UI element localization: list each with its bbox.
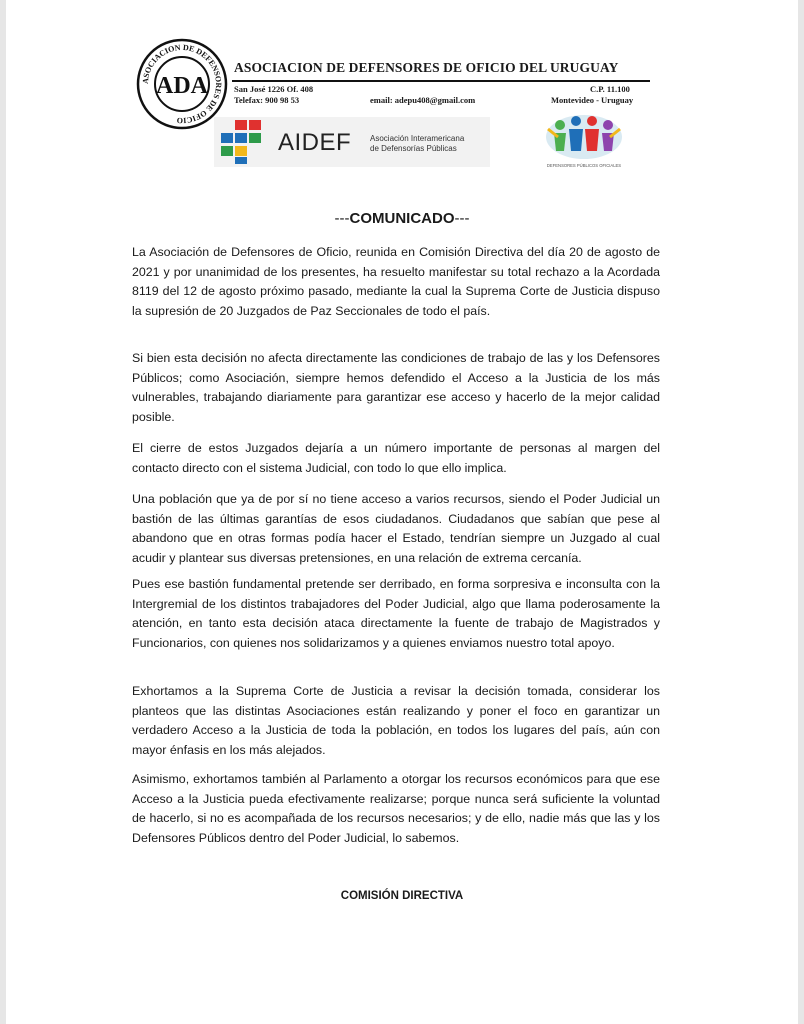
document-title xyxy=(0,210,804,227)
email-line: email: adepu408@gmail.com xyxy=(370,95,476,105)
paragraph-7: Asimismo, exhortamos también al Parlamento a otorgar los recursos económicos para que ese Acceso a la Justicia pueda efectivamente realizarse; porque nunca será suficiente la voluntad de hacerlo, si no es acompañada de los recursos necesarios; y de ello, nadie más que las y los Defensores Públicos dentro del Poder Judicial, lo sabemos. xyxy=(132,772,660,845)
page-frame-right xyxy=(798,0,804,1024)
partner-logo-caption: DEFENSORES PÚBLICOS OFICIALES xyxy=(546,163,622,168)
public-defenders-people-logo xyxy=(532,107,636,173)
paragraph-3: El cierre de estos Juzgados dejaría a un número importante de personas al margen del contacto directo con el sistema Judicial, con todo lo que ello implica. xyxy=(132,441,660,475)
paragraph-2: Si bien esta decisión no afecta directamente las condiciones de trabajo de las y los Defensores Públicos; como Asociación, siempre hemos defendido el Acceso a la Justicia de los más vulnerables, trabajando diariamente para garantizar ese acceso y hacerlo de la mejor calidad posible. xyxy=(132,351,660,424)
title-text: COMUNICADO xyxy=(349,210,455,227)
postal-code: C.P. 11.100 xyxy=(590,84,630,94)
aidef-subtitle-line2: de Defensorías Públicas xyxy=(370,144,457,153)
city-line: Montevideo - Uruguay xyxy=(551,95,634,105)
paragraph-1: La Asociación de Defensores de Oficio, reunida en Comisión Directiva del día 20 de agosto de 2021 y por unanimidad de los presentes, ha resuelto manifestar su total rechazo a la Acordada 8119 del 12 de agosto próximo pasado, mediante la cual la Suprema Corte de Justicia dispuso la supresión de 20 Juzgados de Paz Seccionales de todo el país. xyxy=(132,245,660,318)
title-dashes-right: --- xyxy=(454,210,470,227)
header-rule xyxy=(232,80,650,82)
title-dashes-left: --- xyxy=(334,210,350,227)
paragraph-6: Exhortamos a la Suprema Corte de Justicia a revisar la decisión tomada, considerar los planteos que las distintas Asociaciones están realizando y poner el foco en garantizar un verdadero Acceso a la Justicia de toda la población, en todos los lugares del país, aún con mayor énfasis en los más alejados. xyxy=(132,684,660,757)
seal-monogram: ADA xyxy=(156,73,208,99)
organization-title: ASOCIACION DE DEFENSORES DE OFICIO DEL URUGUAY xyxy=(234,60,619,75)
signature: COMISIÓN DIRECTIVA xyxy=(340,890,464,902)
aidef-wordmark: AIDEF xyxy=(278,129,352,156)
address-line: San José 1226 Of. 408 xyxy=(234,84,314,94)
seal-ring-text: ASOCIACION DE DEFENSORES DE OFICIO xyxy=(140,42,224,126)
aidef-squares-icon xyxy=(218,119,266,165)
paragraph-4: Una población que ya de por sí no tiene acceso a varios recursos, siendo el Poder Judicial un bastión de las últimas garantías de esos ciudadanos. Ciudadanos que sabían que pese al abandono que en otras formas podía hacer el Estado, tendrían siempre un Juzgado al cual acudir y plantear sus diversas pretensiones, en una relación de extrema cercanía. xyxy=(132,492,660,565)
paragraph-5: Pues ese bastión fundamental pretende ser derribado, en forma sorpresiva e inconsulta con la Intergremial de los distintos trabajadores del Poder Judicial, algo que llama poderosamente la atención, en tanto esta decisión ataca directamente la fuente de trabajo de Magistrados y Funcionarios, con quienes nos solidarizamos y a quienes enviamos nuestro total apoyo. xyxy=(132,577,660,650)
aidef-logo xyxy=(214,117,490,167)
page-frame-left xyxy=(0,0,6,1024)
aidef-subtitle-line1: Asociación Interamericana xyxy=(370,134,465,143)
aidef-subtitle xyxy=(370,134,464,154)
phone-line: Telefax: 900 98 53 xyxy=(234,95,300,105)
